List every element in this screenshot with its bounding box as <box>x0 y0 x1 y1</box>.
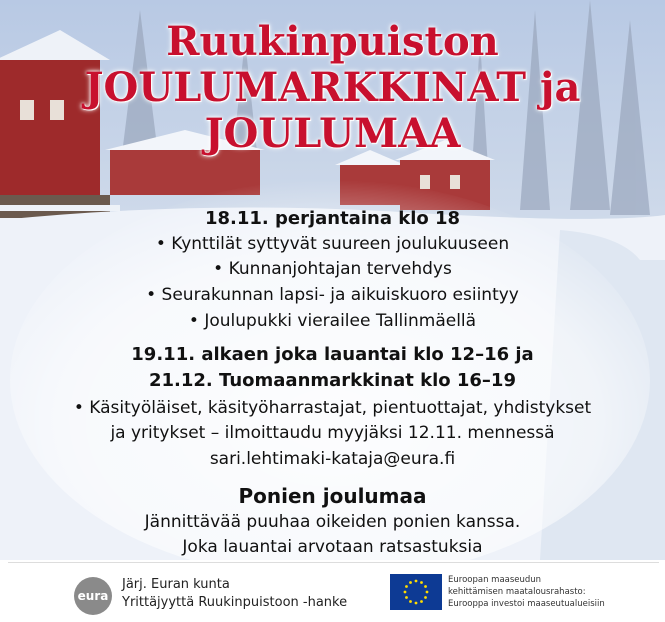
project-text: Yrittäjyyttä Ruukinpuistoon -hanke <box>122 595 348 610</box>
event2-text-2: ja yritykset – ilmoittaudu myyjäksi 12.11. mennessä <box>110 423 555 443</box>
event2-text-1: • Käsityöläiset, käsityöharrastajat, pientuottajat, yhdistykset <box>73 398 592 418</box>
event1-item: • Joulupukki vierailee Tallinmäellä <box>188 311 477 331</box>
eu-fund-line-2: kehittämisen maatalousrahasto: <box>448 587 586 597</box>
contact-email[interactable]: sari.lehtimaki-kataja@eura.fi <box>209 449 456 469</box>
title-line-3: JOULUMAA <box>204 110 461 157</box>
title-line-2: JOULUMARKKINAT ja <box>84 64 581 111</box>
eura-logo <box>74 577 112 615</box>
ponies-line-1: Jännittävää puuhaa oikeiden ponien kanssa. <box>144 512 521 532</box>
event2-heading-1: 19.11. alkaen joka lauantai klo 12–16 ja <box>131 344 534 365</box>
eu-star-icon <box>415 580 418 583</box>
eu-star-icon <box>405 596 408 599</box>
eu-fund-line-1: Euroopan maaseudun <box>448 575 542 585</box>
ponies-heading: Ponien joulumaa <box>238 484 427 508</box>
eu-star-icon <box>405 585 408 588</box>
eu-star-icon <box>424 596 427 599</box>
event1-heading: 18.11. perjantaina klo 18 <box>204 208 461 229</box>
eu-star-icon <box>424 585 427 588</box>
eu-star-icon <box>420 581 423 584</box>
title-line-1: Ruukinpuiston <box>166 18 499 65</box>
eu-star-icon <box>409 600 412 603</box>
event1-item: • Kunnanjohtajan tervehdys <box>213 259 452 279</box>
eura-logo-text: eura <box>77 589 109 603</box>
eu-star-icon <box>420 600 423 603</box>
event2-heading-2: 21.12. Tuomaanmarkkinat klo 16–19 <box>149 370 516 391</box>
eu-star-icon <box>409 581 412 584</box>
eu-star-icon <box>426 591 429 594</box>
event1-item: • Seurakunnan lapsi- ja aikuiskuoro esiintyy <box>146 285 519 305</box>
eu-star-icon <box>415 602 418 605</box>
eu-fund-line-3: Eurooppa investoi maaseutualueisiin <box>448 599 605 609</box>
event1-item: • Kynttilät syttyvät suureen joulukuuseen <box>155 234 510 254</box>
ponies-line-2: Joka lauantai arvotaan ratsastuksia <box>182 537 483 557</box>
eu-flag-icon <box>390 574 442 610</box>
organizer-text: Järj. Euran kunta <box>122 577 230 592</box>
footer <box>8 562 659 619</box>
eu-star-icon <box>404 591 407 594</box>
